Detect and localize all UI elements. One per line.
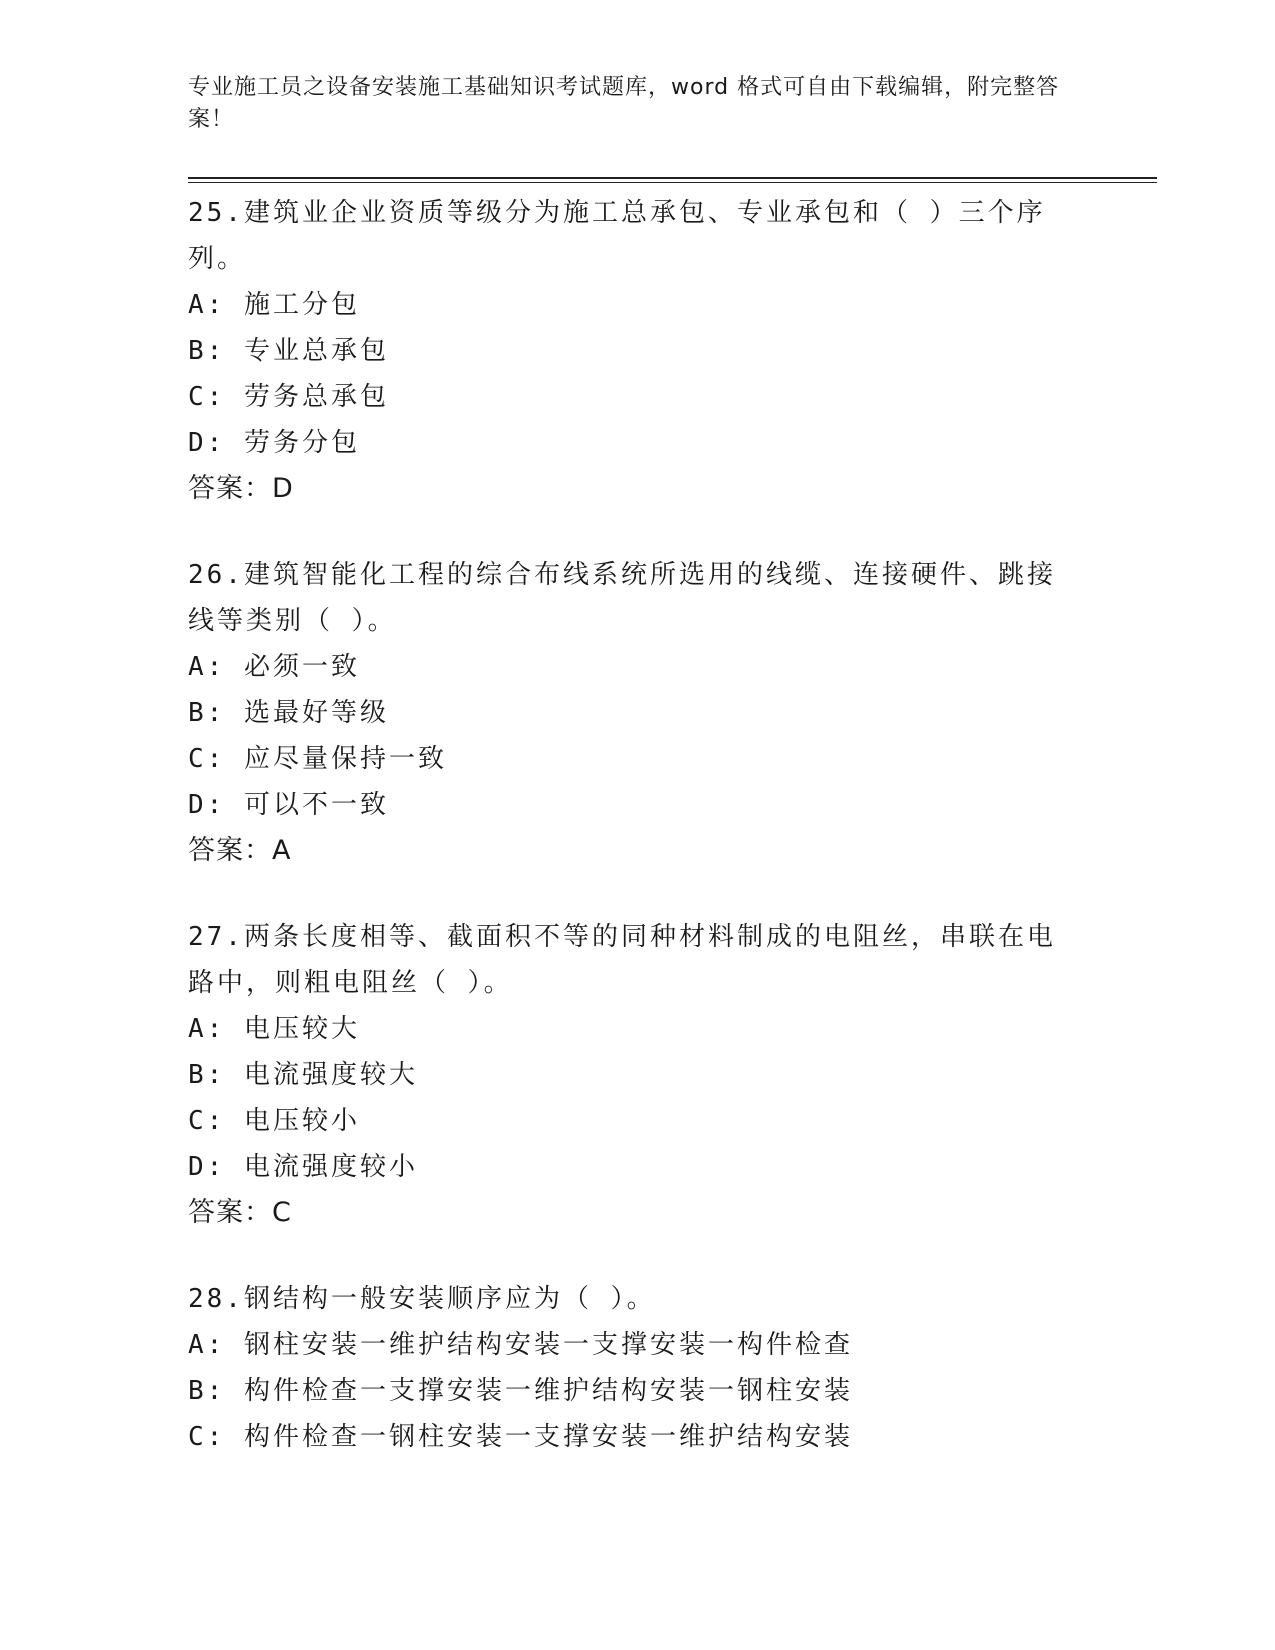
option-a: A: 必须一致 bbox=[188, 652, 360, 682]
question-27 bbox=[188, 914, 1088, 1236]
question-stem: 25.建筑业企业资质等级分为施工总承包、专业承包和（ ）三个序列。 bbox=[188, 198, 1046, 274]
option-c: C: 电压较小 bbox=[188, 1106, 360, 1136]
question-26 bbox=[188, 552, 1088, 874]
option-d: D: 劳务分包 bbox=[188, 428, 360, 458]
header-divider-thick bbox=[188, 177, 1157, 179]
option-a: A: 电压较大 bbox=[188, 1014, 360, 1044]
option-c: C: 构件检查一钢柱安装一支撑安装一维护结构安装 bbox=[188, 1422, 853, 1452]
answer-line: 答案：A bbox=[188, 835, 292, 866]
question-stem: 28.钢结构一般安装顺序应为（ ）。 bbox=[188, 1284, 656, 1314]
document-header: 专业施工员之设备安装施工基础知识考试题库，word 格式可自由下载编辑，附完整答案！ bbox=[188, 75, 1060, 132]
option-b: B: 构件检查一支撑安装一维护结构安装一钢柱安装 bbox=[188, 1376, 853, 1406]
question-25 bbox=[188, 190, 1088, 512]
option-a: A: 施工分包 bbox=[188, 290, 360, 320]
option-b: B: 电流强度较大 bbox=[188, 1060, 418, 1090]
option-a: A: 钢柱安装一维护结构安装一支撑安装一构件检查 bbox=[188, 1330, 853, 1360]
option-c: C: 劳务总承包 bbox=[188, 382, 389, 412]
option-c: C: 应尽量保持一致 bbox=[188, 744, 447, 774]
header-divider-thin bbox=[188, 182, 1157, 183]
question-list bbox=[188, 190, 1088, 1500]
option-d: D: 电流强度较小 bbox=[188, 1152, 418, 1182]
question-stem: 27.两条长度相等、截面积不等的同种材料制成的电阻丝，串联在电路中，则粗电阻丝（ ）。 bbox=[188, 922, 1056, 998]
option-b: B: 选最好等级 bbox=[188, 698, 389, 728]
option-b: B: 专业总承包 bbox=[188, 336, 389, 366]
answer-line: 答案：C bbox=[188, 1197, 292, 1228]
option-d: D: 可以不一致 bbox=[188, 790, 389, 820]
answer-line: 答案：D bbox=[188, 473, 294, 504]
question-stem: 26.建筑智能化工程的综合布线系统所选用的线缆、连接硬件、跳接线等类别（ ）。 bbox=[188, 560, 1056, 636]
question-28 bbox=[188, 1276, 1088, 1460]
